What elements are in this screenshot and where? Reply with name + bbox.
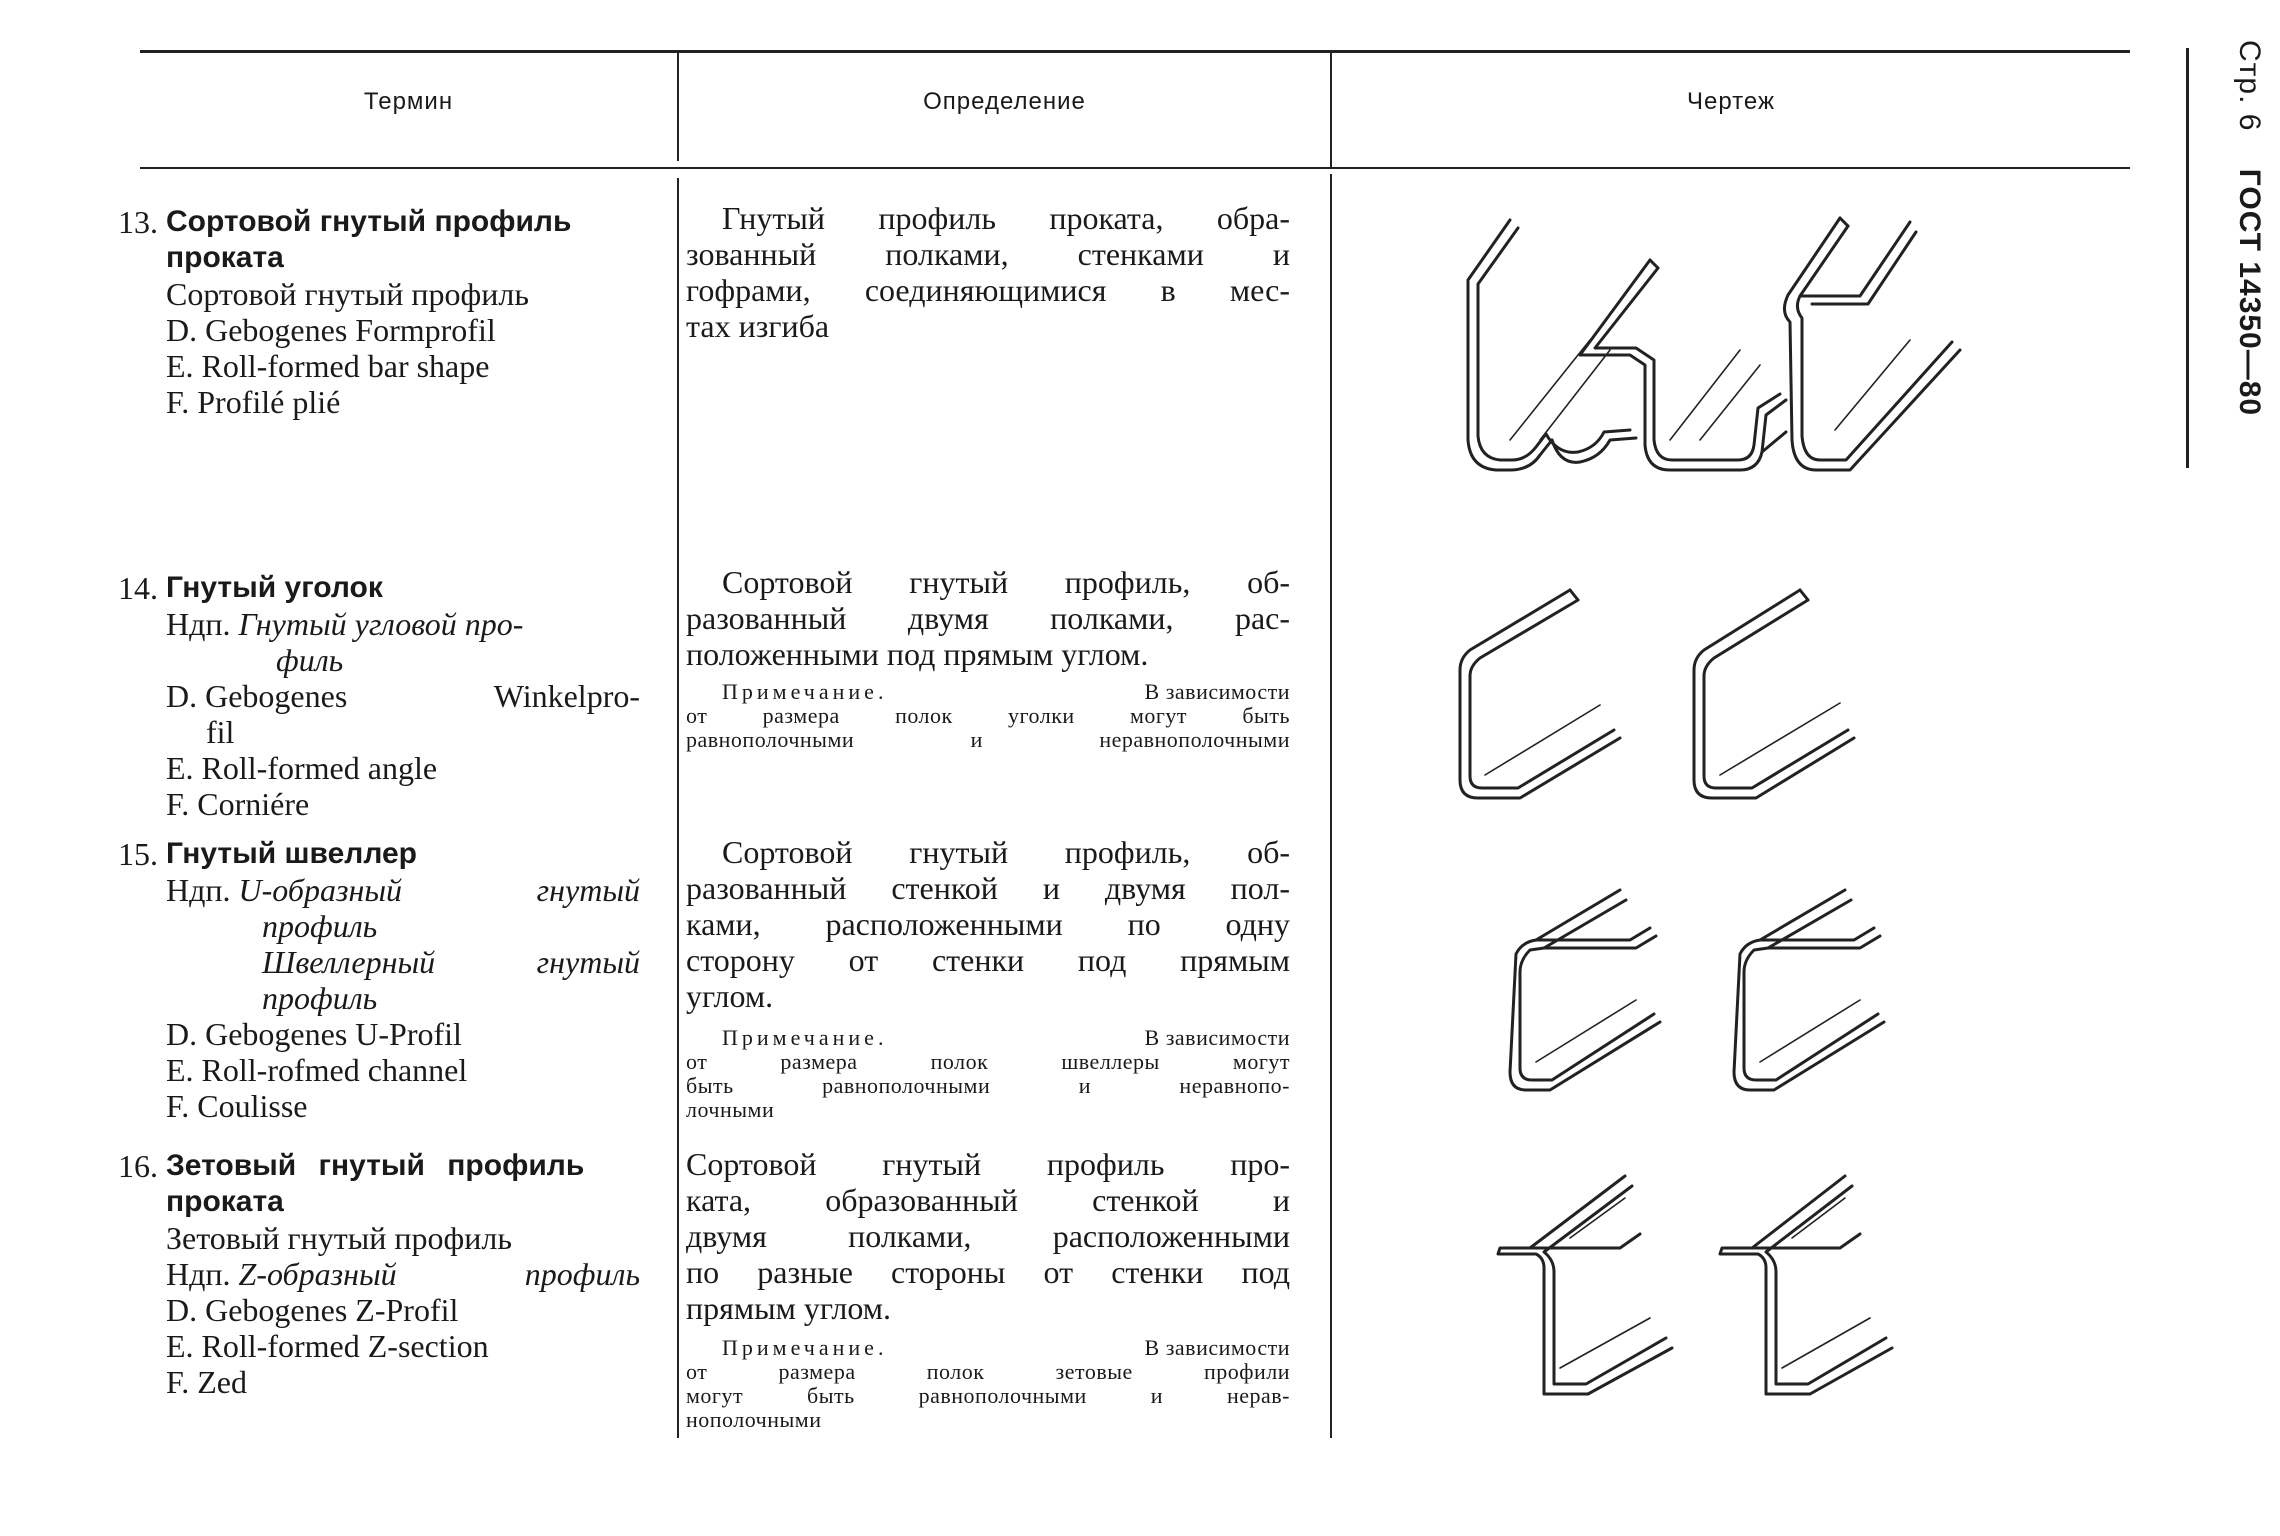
def-line: разованный двумя полками, рас- <box>686 600 1290 636</box>
note-14 <box>686 680 1290 752</box>
ndp-alt-term: Швеллерный <box>262 944 436 980</box>
drawing-roll-formed-channel <box>1440 882 1980 1132</box>
ndp-term: Гнутый угловой про- <box>238 606 524 642</box>
note-heading: Примечание. <box>722 1335 888 1360</box>
term-de-wrap: fil <box>206 714 235 750</box>
note-line: от размера полок уголки могут быть <box>686 703 1290 728</box>
page-number-label: Стр. 6 <box>2233 40 2266 132</box>
definition-14 <box>686 564 1290 672</box>
term-main-cont: проката <box>166 1185 284 1218</box>
term-en: E. Roll-formed Z-section <box>166 1328 489 1364</box>
term-fr: F. Coulisse <box>166 1088 308 1124</box>
ndp-label: Ндп. <box>166 606 231 642</box>
drawing-roll-formed-angle <box>1440 570 1980 810</box>
def-line: разованный стенкой и двумя пол- <box>686 870 1290 906</box>
def-line: положенными под прямым углом. <box>686 636 1149 672</box>
ndp-term-2: профиль <box>524 1256 640 1292</box>
term-main-cont: проката <box>166 241 284 274</box>
def-line: гофрами, соединяющимися в мес- <box>686 272 1290 308</box>
ndp-term-cont: филь <box>276 642 344 678</box>
term-fr: F. Corniére <box>166 786 310 822</box>
def-line: ками, расположенными по одну <box>686 906 1290 942</box>
note-line: лочными <box>686 1097 775 1122</box>
note-16 <box>686 1336 1290 1432</box>
term-entry-14 <box>100 570 640 820</box>
standard-designation: ГОСТ 14350—80 <box>2233 168 2266 417</box>
ndp-alt-term-3: профиль <box>262 980 378 1016</box>
column-header-term: Термин <box>363 88 454 115</box>
definition-13 <box>686 200 1290 344</box>
term-entry-16 <box>100 1148 640 1408</box>
def-line: ката, образованный стенкой и <box>686 1182 1290 1218</box>
term-entry-15 <box>100 836 640 1126</box>
ndp-term: Z-образный <box>238 1256 397 1292</box>
def-line: зованный полками, стенками и <box>686 236 1290 272</box>
table-header-rule <box>140 167 2130 169</box>
term-en: E. Roll-rofmed channel <box>166 1052 468 1088</box>
term-synonym: Зетовый гнутый профиль <box>166 1220 512 1256</box>
note-line: могут быть равнополочными и нерав- <box>686 1383 1290 1408</box>
term-de-cont: Winkelpro- <box>493 678 640 714</box>
column-header-definition: Определение <box>923 88 1086 115</box>
term-fr: F. Zed <box>166 1364 247 1400</box>
def-line: двумя полками, расположенными <box>686 1218 1290 1254</box>
definition-15 <box>686 834 1290 1014</box>
def-line: углом. <box>686 978 774 1014</box>
ndp-label: Ндп. <box>166 1256 231 1292</box>
note-line: В зависимости <box>1144 1025 1290 1050</box>
entry-number: 15. <box>118 836 158 872</box>
column-divider-2 <box>1330 174 1332 1438</box>
note-line: быть равнополочными и неравнопо- <box>686 1073 1290 1098</box>
ndp-term: U-образный <box>238 872 402 908</box>
def-line: тах изгиба <box>686 308 830 344</box>
note-heading: Примечание. <box>722 1025 888 1050</box>
def-line: Сортовой гнутый профиль, об- <box>722 564 1290 600</box>
def-line: Гнутый профиль проката, обра- <box>722 200 1290 236</box>
note-heading: Примечание. <box>722 679 888 704</box>
entry-number: 14. <box>118 570 158 606</box>
term-de: D. Gebogenes <box>166 678 348 714</box>
def-line: Сортовой гнутый профиль про- <box>686 1146 1290 1182</box>
note-line: от размера полок швеллеры могут <box>686 1049 1290 1074</box>
term-fr: F. Profilé plié <box>166 384 341 420</box>
term-entry-13 <box>100 204 640 424</box>
column-divider-1 <box>677 178 679 1438</box>
term-en: E. Roll-formed bar shape <box>166 348 490 384</box>
ndp-term-2: гнутый <box>536 872 640 908</box>
term-synonym: Сортовой гнутый профиль <box>166 276 529 312</box>
term-en: E. Roll-formed angle <box>166 750 438 786</box>
term-main: Зетовый гнутый профиль <box>166 1149 585 1182</box>
note-15 <box>686 1026 1290 1122</box>
drawing-roll-formed-z-section <box>1440 1168 1980 1428</box>
note-line: от размера полок зетовые профили <box>686 1359 1290 1384</box>
definition-16 <box>686 1146 1290 1326</box>
def-line: прямым углом. <box>686 1290 891 1326</box>
margin-rule <box>2186 48 2189 468</box>
ndp-term-3: профиль <box>262 908 378 944</box>
term-de: D. Gebogenes Formprofil <box>166 312 496 348</box>
def-line: по разные стороны от стенки под <box>686 1254 1290 1290</box>
note-line: равнополочными и неравнополочными <box>686 727 1290 752</box>
ndp-label: Ндп. <box>166 872 231 908</box>
def-line: Сортовой гнутый профиль, об- <box>722 834 1290 870</box>
entry-number: 13. <box>118 204 158 240</box>
note-line: В зависимости <box>1144 1335 1290 1360</box>
column-header-drawing: Чертеж <box>1686 88 1776 115</box>
running-head <box>2218 40 2278 480</box>
def-line: сторону от стенки под прямым <box>686 942 1290 978</box>
table-top-rule <box>140 50 2130 53</box>
term-de: D. Gebogenes Z-Profil <box>166 1292 459 1328</box>
note-line: В зависимости <box>1144 679 1290 704</box>
drawing-bar-shape-profile <box>1440 200 1980 490</box>
term-main: Гнутый уголок <box>166 571 383 604</box>
term-de: D. Gebogenes U-Profil <box>166 1016 462 1052</box>
term-main: Сортовой гнутый профиль <box>166 205 572 238</box>
note-line: нополочными <box>686 1407 822 1432</box>
entry-number: 16. <box>118 1148 158 1184</box>
term-main: Гнутый швеллер <box>166 837 417 870</box>
ndp-alt-term-2: гнутый <box>536 944 640 980</box>
